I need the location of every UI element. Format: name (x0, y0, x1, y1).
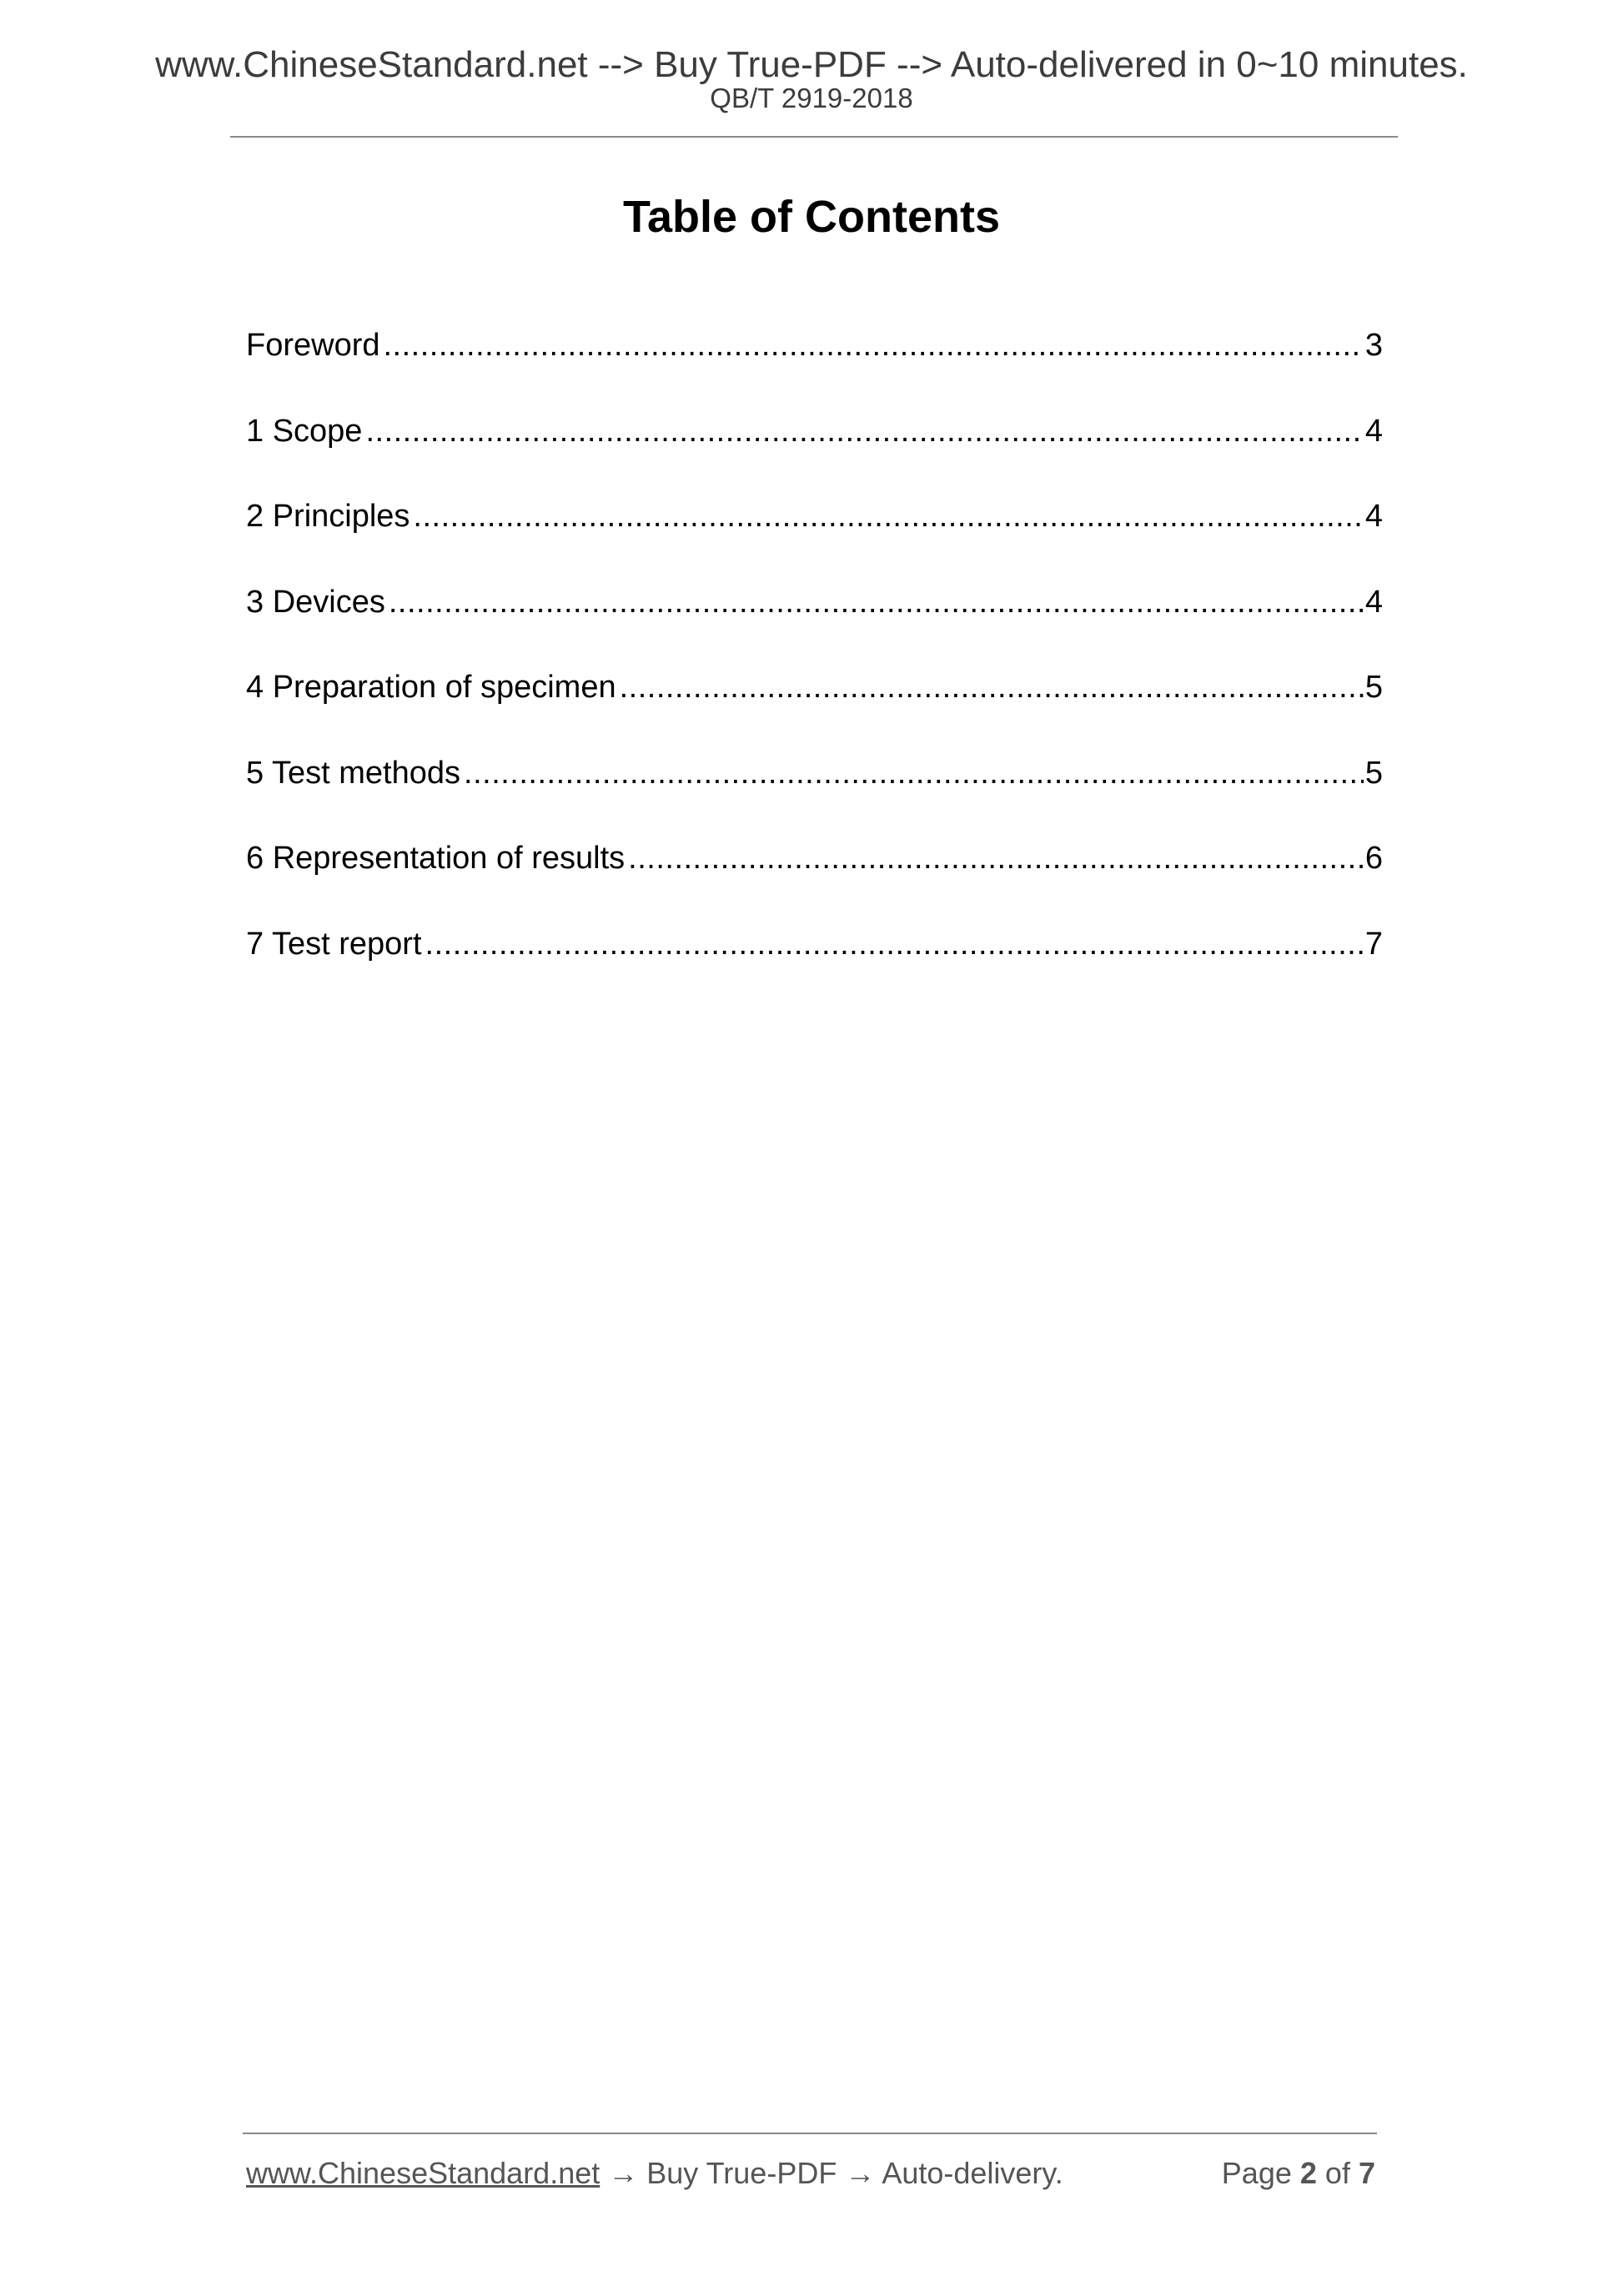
toc-entry-page: 4 (1364, 584, 1383, 620)
toc-entry-label: 3 Devices (246, 584, 385, 620)
toc-entry-page: 5 (1364, 670, 1383, 705)
toc-entry-test-report[interactable] (246, 923, 1383, 1009)
toc-dot-leader (384, 324, 1364, 366)
header-banner: www.ChineseStandard.net --> Buy True-PDF --> Auto-delivered in 0~10 minutes. (155, 44, 1468, 85)
toc-entry-page: 4 (1364, 499, 1383, 534)
toc-dot-leader (365, 410, 1363, 452)
toc-entry-label: 6 Representation of results (246, 841, 626, 876)
toc-entry-preparation-of-specimen[interactable] (246, 666, 1383, 752)
toc-dot-leader (389, 581, 1364, 623)
header-divider (230, 136, 1398, 138)
toc-entry-page: 3 (1364, 328, 1383, 363)
total-page-number: 7 (1358, 2156, 1375, 2190)
toc-entry-devices[interactable] (246, 581, 1383, 667)
toc-entry-label: Foreword (246, 328, 380, 363)
toc-entry-foreword[interactable] (246, 324, 1383, 410)
footer-tagline: → Buy True-PDF → Auto-delivery. (600, 2156, 1063, 2190)
toc-entry-label: 7 Test report (246, 926, 422, 962)
toc-dot-leader (464, 752, 1364, 794)
toc-entry-principles[interactable] (246, 495, 1383, 581)
toc-entry-label: 2 Principles (246, 499, 410, 534)
toc-title: Table of Contents (623, 192, 1000, 242)
toc-dot-leader (628, 837, 1364, 879)
toc-entry-scope[interactable] (246, 410, 1383, 496)
toc-dot-leader (413, 495, 1363, 537)
toc-entry-page: 6 (1364, 841, 1383, 876)
toc-entry-test-methods[interactable] (246, 752, 1383, 838)
of-word: of (1324, 2156, 1350, 2190)
footer-site-link[interactable]: www.ChineseStandard.net (246, 2156, 600, 2190)
toc-entry-label: 5 Test methods (246, 755, 461, 791)
footer-promo (246, 2155, 1063, 2192)
toc-entry-label: 1 Scope (246, 413, 363, 449)
toc-dot-leader (620, 666, 1364, 708)
toc-entry-page: 5 (1364, 755, 1383, 791)
current-page-number: 2 (1299, 2156, 1317, 2190)
footer-divider (243, 2133, 1377, 2134)
toc-entry-page: 7 (1364, 926, 1383, 962)
toc-list (246, 324, 1383, 1008)
page-indicator (1222, 2155, 1375, 2192)
toc-dot-leader (425, 923, 1364, 965)
toc-entry-representation-of-results[interactable] (246, 837, 1383, 923)
page-word: Page (1221, 2156, 1292, 2190)
toc-entry-label: 4 Preparation of specimen (246, 670, 616, 705)
document-code: QB/T 2919-2018 (710, 83, 913, 113)
toc-entry-page: 4 (1364, 413, 1383, 449)
